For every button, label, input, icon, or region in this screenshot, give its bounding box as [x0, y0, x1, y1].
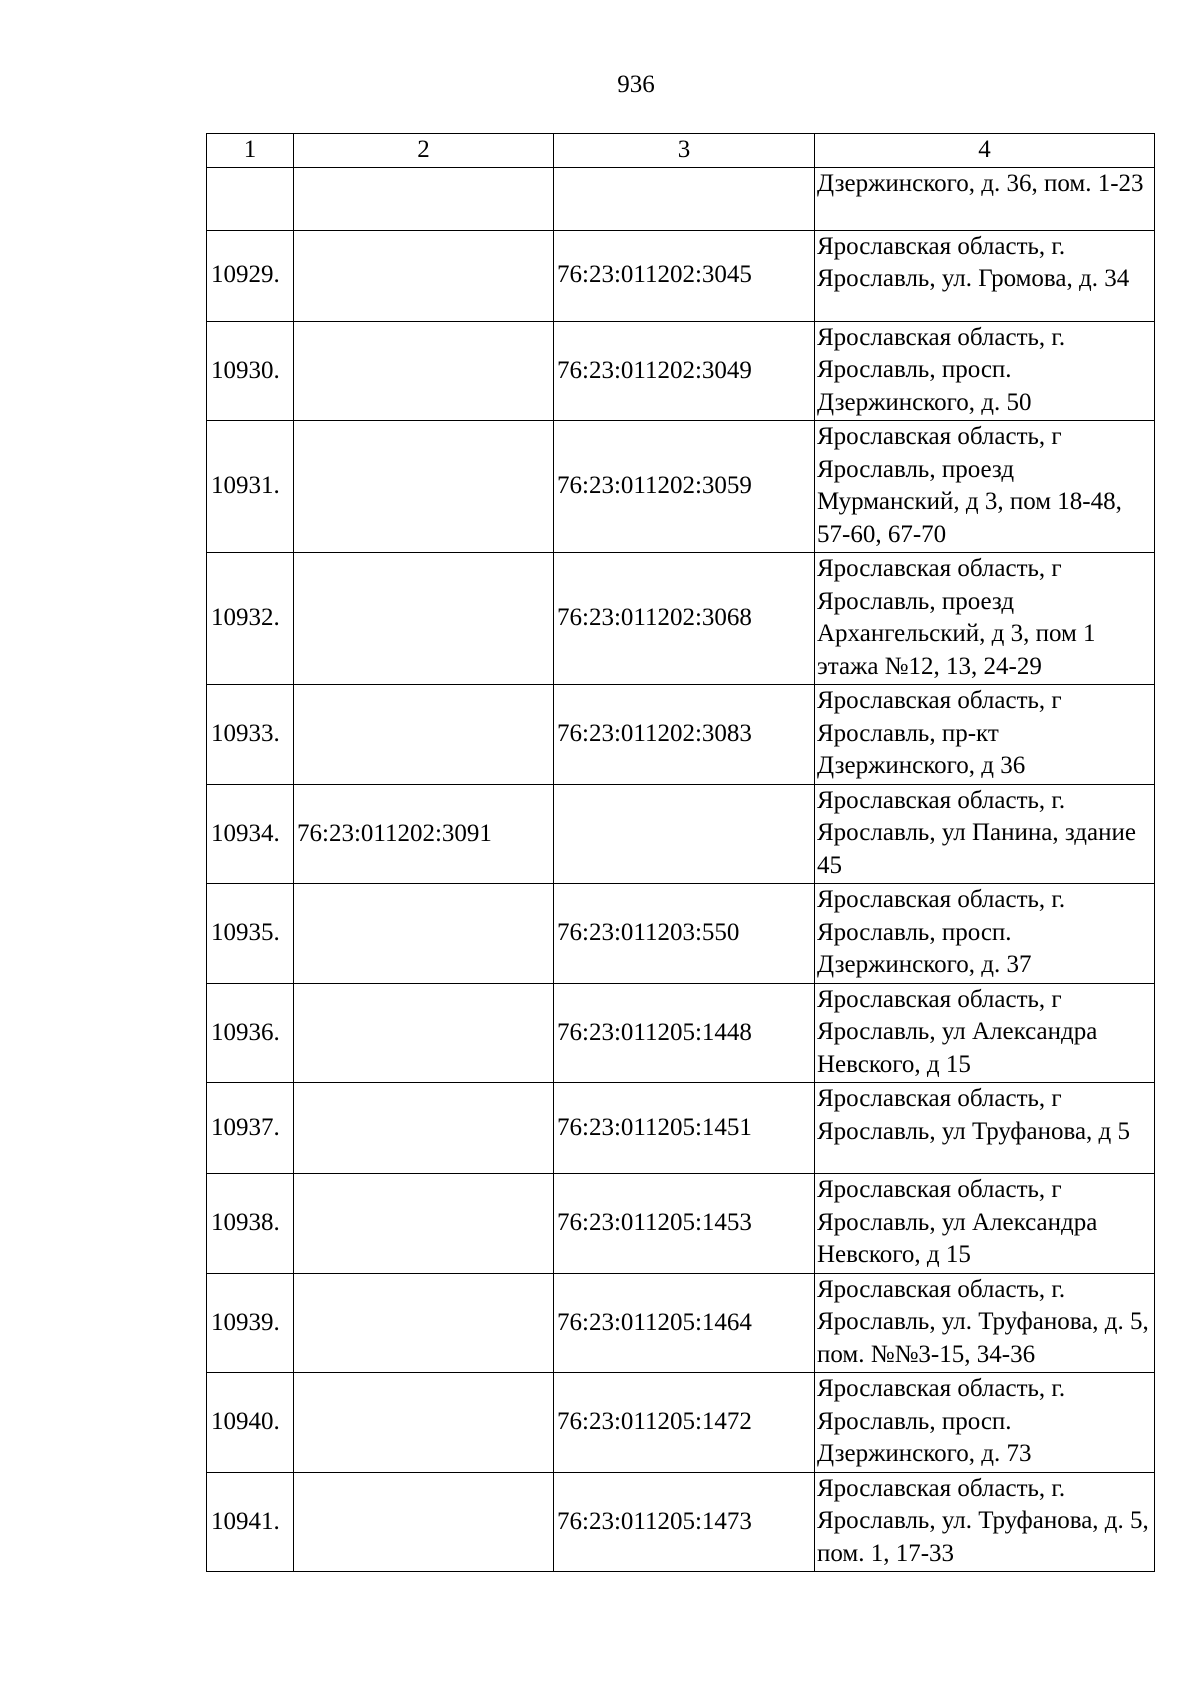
address-cell: Ярославская область, г. Ярославль, просп. Дзержинского, д. 73: [815, 1373, 1155, 1473]
cadastral-number-cell-col3: [554, 167, 815, 230]
row-number-cell: 10940.: [207, 1373, 294, 1473]
cadastral-number-cell-col2: [294, 230, 554, 321]
table-row: [207, 884, 1155, 984]
row-number-cell: 10938.: [207, 1174, 294, 1274]
table-row: [207, 167, 1155, 230]
row-number-cell: 10936.: [207, 983, 294, 1083]
header-row: [207, 134, 1155, 168]
cadastral-number-cell-col2: [294, 983, 554, 1083]
column-header-4: 4: [815, 134, 1155, 168]
table-row: [207, 1083, 1155, 1174]
cadastral-number-cell-col2: [294, 321, 554, 421]
row-number-cell: [207, 167, 294, 230]
cadastral-number-cell-col3: 76:23:011205:1472: [554, 1373, 815, 1473]
cadastral-number-cell-col2: [294, 685, 554, 785]
cadastral-number-cell-col2: [294, 1083, 554, 1174]
address-cell: Ярославская область, г. Ярославль, ул. Громова, д. 34: [815, 230, 1155, 321]
cadastral-number-cell-col3: 76:23:011202:3083: [554, 685, 815, 785]
cadastral-number-cell-col3: 76:23:011202:3068: [554, 553, 815, 685]
table-row: [207, 1472, 1155, 1572]
address-cell: Ярославская область, г. Ярославль, просп. Дзержинского, д. 50: [815, 321, 1155, 421]
address-cell: Ярославская область, г. Ярославль, ул Панина, здание 45: [815, 784, 1155, 884]
address-cell: Ярославская область, г. Ярославль, ул. Труфанова, д. 5, пом. №№3-15, 34-36: [815, 1273, 1155, 1373]
row-number-cell: 10939.: [207, 1273, 294, 1373]
address-cell: Ярославская область, г. Ярославль, просп. Дзержинского, д. 37: [815, 884, 1155, 984]
table-header: [207, 134, 1155, 168]
cadastral-number-cell-col2: [294, 421, 554, 553]
cadastral-number-cell-col2: [294, 1273, 554, 1373]
row-number-cell: 10932.: [207, 553, 294, 685]
table-row: [207, 1174, 1155, 1274]
table-row: [207, 1373, 1155, 1473]
row-number-cell: 10934.: [207, 784, 294, 884]
table-row: [207, 553, 1155, 685]
table-row: [207, 983, 1155, 1083]
address-cell: Ярославская область, г Ярославль, проезд Архангельский, д 3, пом 1 этажа №12, 13, 24-29: [815, 553, 1155, 685]
cadastral-number-cell-col2: [294, 167, 554, 230]
cadastral-number-cell-col3: 76:23:011202:3045: [554, 230, 815, 321]
cadastral-number-cell-col3: [554, 784, 815, 884]
address-cell: Ярославская область, г Ярославль, ул Александра Невского, д 15: [815, 983, 1155, 1083]
table-row: [207, 421, 1155, 553]
table-row: [207, 784, 1155, 884]
row-number-cell: 10941.: [207, 1472, 294, 1572]
address-cell: Ярославская область, г Ярославль, ул Александра Невского, д 15: [815, 1174, 1155, 1274]
cadastral-number-cell-col3: 76:23:011205:1473: [554, 1472, 815, 1572]
column-header-1: 1: [207, 134, 294, 168]
cadastral-number-cell-col3: 76:23:011203:550: [554, 884, 815, 984]
cadastral-number-cell-col2: [294, 1174, 554, 1274]
page-number: 936: [617, 71, 655, 98]
cadastral-number-cell-col3: 76:23:011205:1464: [554, 1273, 815, 1373]
table-body: [207, 167, 1155, 1572]
table-row: [207, 230, 1155, 321]
cadastral-number-cell-col3: 76:23:011202:3059: [554, 421, 815, 553]
cadastral-number-cell-col2: [294, 884, 554, 984]
address-cell: Ярославская область, г Ярославль, проезд Мурманский, д 3, пом 18-48, 57-60, 67-70: [815, 421, 1155, 553]
address-cell: Ярославская область, г. Ярославль, ул. Труфанова, д. 5, пом. 1, 17-33: [815, 1472, 1155, 1572]
address-cell: Дзержинского, д. 36, пом. 1-23: [815, 167, 1155, 230]
cadastral-number-cell-col3: 76:23:011205:1453: [554, 1174, 815, 1274]
row-number-cell: 10933.: [207, 685, 294, 785]
cadastral-number-cell-col2: [294, 1373, 554, 1473]
address-cell: Ярославская область, г Ярославль, пр-кт Дзержинского, д 36: [815, 685, 1155, 785]
cadastral-number-cell-col3: 76:23:011205:1451: [554, 1083, 815, 1174]
row-number-cell: 10930.: [207, 321, 294, 421]
cadastral-number-cell-col3: 76:23:011202:3049: [554, 321, 815, 421]
cadastral-number-cell-col2: [294, 1472, 554, 1572]
column-header-2: 2: [294, 134, 554, 168]
row-number-cell: 10935.: [207, 884, 294, 984]
table-row: [207, 685, 1155, 785]
row-number-cell: 10937.: [207, 1083, 294, 1174]
table-row: [207, 321, 1155, 421]
address-cell: Ярославская область, г Ярославль, ул Труфанова, д 5: [815, 1083, 1155, 1174]
cadastral-number-cell-col3: 76:23:011205:1448: [554, 983, 815, 1083]
column-header-3: 3: [554, 134, 815, 168]
row-number-cell: 10931.: [207, 421, 294, 553]
row-number-cell: 10929.: [207, 230, 294, 321]
cadastral-number-cell-col2: [294, 553, 554, 685]
cadastral-number-cell-col2: 76:23:011202:3091: [294, 784, 554, 884]
registry-table: [206, 133, 1155, 1572]
table-row: [207, 1273, 1155, 1373]
